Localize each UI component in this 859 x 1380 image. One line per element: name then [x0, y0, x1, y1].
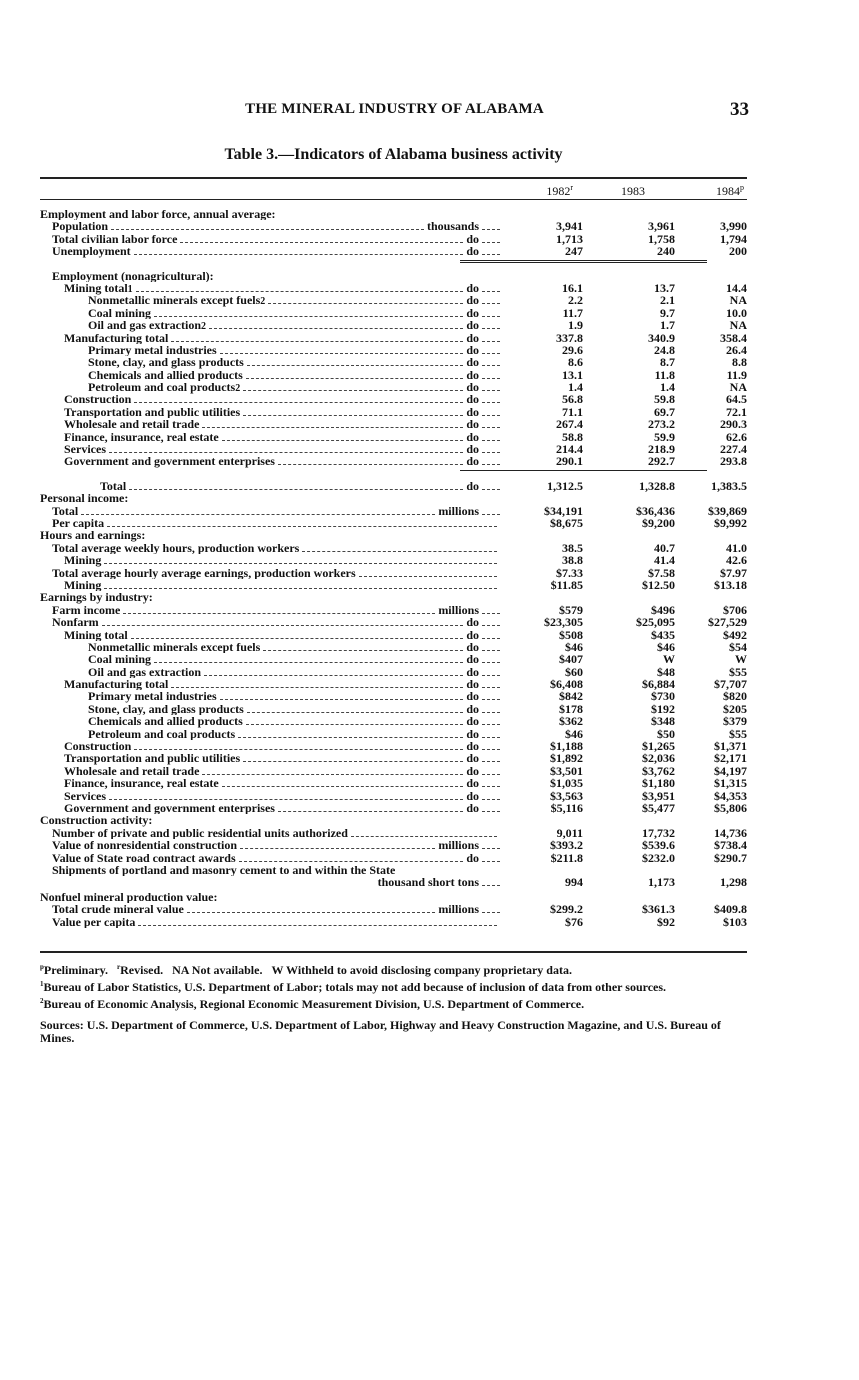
cell-1984: 290.3	[720, 417, 747, 432]
cell-1984: 72.1	[726, 404, 747, 419]
cell-1982: $1,035	[550, 776, 583, 791]
row-label: Government and government enterprises do	[40, 802, 500, 814]
cell-1983: 59.8	[654, 392, 675, 407]
cell-1983: 292.7	[648, 454, 675, 469]
row-label: Employment and labor force, annual average:	[40, 208, 276, 221]
cell-1984: 1,794	[720, 231, 747, 246]
row-label: Finance, insurance, real estate do	[40, 431, 500, 443]
cell-1982: $579	[559, 602, 583, 617]
cell-1983: 69.7	[654, 404, 675, 419]
column-header-rule	[40, 199, 747, 200]
table-row	[40, 480, 747, 492]
cell-1984: $27,529	[708, 615, 747, 630]
table-row	[40, 666, 747, 678]
row-label: Primary metal industries do	[40, 690, 500, 702]
cell-1984: W	[735, 652, 747, 667]
cell-1983: 1,758	[648, 231, 675, 246]
cell-1982: 214.4	[556, 442, 583, 457]
cell-1984: $39,869	[708, 503, 747, 518]
double-rule	[460, 260, 707, 263]
row-label: Stone, clay, and glass products do	[40, 703, 500, 715]
cell-1982: $842	[559, 689, 583, 704]
table-row	[40, 690, 747, 702]
cell-1984: $379	[723, 714, 747, 729]
page-number: 33	[730, 99, 749, 120]
table-row	[40, 542, 747, 554]
row-label: Value of nonresidential construction millions	[40, 839, 500, 851]
row-label: Oil and gas extraction do	[40, 666, 500, 678]
cell-1982: 38.5	[562, 540, 583, 555]
cell-1983: $730	[651, 689, 675, 704]
cell-1983: $1,180	[642, 776, 675, 791]
cell-1982: $407	[559, 652, 583, 667]
table-row	[40, 208, 747, 220]
row-label: Farm income millions	[40, 604, 500, 616]
table-row	[40, 802, 747, 814]
cell-1982: 58.8	[562, 429, 583, 444]
cell-1983: 24.8	[654, 342, 675, 357]
table-top-rule	[40, 177, 747, 179]
cell-1982: 71.1	[562, 404, 583, 419]
cell-1983: W	[663, 652, 675, 667]
table-row	[40, 777, 747, 789]
row-label: Oil and gas extraction 2 do	[40, 319, 500, 333]
cell-1984: $205	[723, 701, 747, 716]
row-label: Total average weekly hours, production workers	[40, 542, 500, 554]
page-header	[40, 101, 749, 121]
cell-1982: 16.1	[562, 280, 583, 295]
cell-1984: 358.4	[720, 330, 747, 345]
table-row	[40, 740, 747, 752]
cell-1982: $34,191	[544, 503, 583, 518]
footnote-1: $^1$Bureau of Labor Statistics, U.S. Department of Labor; totals may not add because of inclusion of data from other sources.	[40, 980, 667, 994]
cell-1982: $7.33	[556, 565, 583, 580]
table-row	[40, 641, 747, 653]
row-label: Finance, insurance, real estate do	[40, 777, 500, 789]
cell-1983: $46	[657, 639, 675, 654]
cell-1984: $4,353	[714, 788, 747, 803]
row-label: Transportation and public utilities do	[40, 752, 500, 764]
table-row	[40, 270, 747, 282]
cell-1984: NA	[729, 293, 747, 308]
cell-1982: 290.1	[556, 454, 583, 469]
table-row	[40, 567, 747, 579]
cell-1982: 8.6	[568, 355, 583, 370]
table-row	[40, 233, 747, 245]
table-row	[40, 517, 747, 529]
table-row	[40, 443, 747, 455]
table-row	[40, 790, 747, 802]
cell-1984: 200	[729, 244, 747, 259]
table-row	[40, 332, 747, 344]
cell-1984: $7.97	[720, 565, 747, 580]
cell-1983: 1,173	[648, 875, 675, 890]
cell-1983: $48	[657, 664, 675, 679]
cell-1983: 17,732	[642, 825, 675, 840]
row-label: Construction activity:	[40, 814, 153, 827]
table-row	[40, 529, 747, 541]
row-label: Earnings by industry:	[40, 591, 153, 604]
table-row	[40, 876, 747, 891]
cell-1984: 14.4	[726, 280, 747, 295]
row-label: Mining	[40, 554, 500, 566]
cell-1984: $55	[729, 664, 747, 679]
table-row	[40, 653, 747, 665]
row-label: Employment (nonagricultural):	[52, 269, 214, 282]
table-row	[40, 282, 747, 294]
row-label: Hours and earnings:	[40, 529, 146, 542]
cell-1984: $7,707	[714, 677, 747, 692]
table-row	[40, 616, 747, 628]
cell-1983: 1.4	[660, 380, 675, 395]
cell-1982: 2.2	[568, 293, 583, 308]
cell-1983: $539.6	[642, 838, 675, 853]
cell-1984: $4,197	[714, 763, 747, 778]
table-row	[40, 852, 747, 864]
row-label: Nonmetallic minerals except fuels 2 do	[40, 294, 500, 308]
cell-1984: 3,990	[720, 219, 747, 234]
cell-1982: 1.9	[568, 318, 583, 333]
row-label: Services do	[40, 443, 500, 455]
cell-1982: 1,713	[556, 231, 583, 246]
table-row	[40, 903, 747, 915]
cell-1983: $5,477	[642, 800, 675, 815]
cell-1983: 9.7	[660, 305, 675, 320]
cell-1982: 9,011	[556, 825, 583, 840]
cell-1982: $3,501	[550, 763, 583, 778]
table-row	[40, 393, 747, 405]
cell-1983: 13.7	[654, 280, 675, 295]
table-title: Table 3.—Indicators of Alabama business activity	[224, 146, 563, 163]
row-label: Construction do	[40, 740, 500, 752]
total-rule	[460, 470, 707, 471]
cell-1983: $36,436	[636, 503, 675, 518]
cell-1984: NA	[729, 318, 747, 333]
row-label: Total crude mineral value millions	[40, 903, 500, 915]
cell-1983: 2.1	[660, 293, 675, 308]
cell-1983: 41.4	[654, 553, 675, 568]
cell-1982: $1,892	[550, 751, 583, 766]
table-row	[40, 505, 747, 517]
cell-1984: 26.4	[726, 342, 747, 357]
row-label: Total millions	[40, 505, 500, 517]
row-label: Chemicals and allied products do	[40, 369, 500, 381]
cell-1984: 62.6	[726, 429, 747, 444]
cell-1982: $60	[565, 664, 583, 679]
cell-1983: 8.7	[660, 355, 675, 370]
row-label: Manufacturing total do	[40, 678, 500, 690]
table-row	[40, 752, 747, 764]
table-row	[40, 715, 747, 727]
cell-1984: $409.8	[714, 902, 747, 917]
cell-1984: $706	[723, 602, 747, 617]
cell-1983: 340.9	[648, 330, 675, 345]
sources-note: Sources: U.S. Department of Commerce, U.S. Department of Labor, Highway and Heavy Construction Magazine, and U.S. Bureau of Mines.	[40, 1018, 721, 1045]
table-row	[40, 827, 747, 839]
table-row	[40, 369, 747, 381]
row-label: Mining total 1 do	[40, 282, 500, 296]
table-row	[40, 455, 747, 467]
row-label: Total average hourly average earnings, production workers	[40, 567, 500, 579]
table-row	[40, 554, 747, 566]
footnotes	[40, 961, 748, 1046]
row-label: Total do	[40, 480, 500, 492]
cell-1983: 3,961	[648, 219, 675, 234]
row-label: Wholesale and retail trade do	[40, 418, 500, 430]
cell-1982: $8,675	[550, 515, 583, 530]
cell-1984: $1,371	[714, 739, 747, 754]
cell-1982: $178	[559, 701, 583, 716]
cell-1984: 8.8	[732, 355, 747, 370]
row-label: Total civilian labor force do	[40, 233, 500, 245]
footnote-legend: $^p$Preliminary. $^r$Revised. NA Not available. W Withheld to avoid disclosing company proprietary data.	[40, 963, 572, 977]
cell-1982: $393.2	[550, 838, 583, 853]
row-label: Coal mining do	[40, 307, 500, 319]
cell-1983: 59.9	[654, 429, 675, 444]
cell-1982: $46	[565, 639, 583, 654]
cell-1983: $2,036	[642, 751, 675, 766]
column-header-1982: 1982$^r$	[546, 183, 573, 198]
row-label: Personal income:	[40, 492, 129, 505]
column-header-1983: 1983	[621, 184, 645, 198]
cell-1982: $3,563	[550, 788, 583, 803]
cell-1984: $492	[723, 627, 747, 642]
table-row	[40, 381, 747, 393]
cell-1983: $7.58	[648, 565, 675, 580]
cell-1982: $1,188	[550, 739, 583, 754]
table-row	[40, 431, 747, 443]
cell-1983: $6,884	[642, 677, 675, 692]
table-row	[40, 307, 747, 319]
row-label: Coal mining do	[40, 653, 500, 665]
cell-1983: 40.7	[654, 540, 675, 555]
cell-1982: 38.8	[562, 553, 583, 568]
cell-1983: $435	[651, 627, 675, 642]
row-label: Construction do	[40, 393, 500, 405]
row-label: Chemicals and allied products do	[40, 715, 500, 727]
cell-1982: $46	[565, 726, 583, 741]
cell-1983: $9,200	[642, 515, 675, 530]
cell-1982: $11.85	[550, 577, 583, 592]
row-label: thousand short tons	[40, 876, 500, 888]
cell-1984: $738.4	[714, 838, 747, 853]
cell-1984: 41.0	[726, 540, 747, 555]
row-label: Population thousands	[40, 220, 500, 232]
cell-1983: $1,265	[642, 739, 675, 754]
cell-1982: 56.8	[562, 392, 583, 407]
row-label: Mining	[40, 579, 500, 591]
column-header-1984: 1984$^p$	[716, 183, 744, 198]
table-row	[40, 839, 747, 851]
row-label: Petroleum and coal products 2 do	[40, 381, 500, 395]
cell-1982: 11.7	[562, 305, 583, 320]
cell-1984: $2,171	[714, 751, 747, 766]
row-label: Shipments of portland and masonry cement to and within the State	[52, 863, 396, 877]
cell-1984: $9,992	[714, 515, 747, 530]
cell-1984: $820	[723, 689, 747, 704]
cell-1982: 1,312.5	[547, 478, 583, 493]
cell-1983: $3,762	[642, 763, 675, 778]
cell-1982: $508	[559, 627, 583, 642]
row-label: Nonmetallic minerals except fuels do	[40, 641, 500, 653]
cell-1983: $92	[657, 914, 675, 929]
table-row	[40, 418, 747, 430]
row-label: Government and government enterprises do	[40, 455, 500, 467]
row-label: Transportation and public utilities do	[40, 406, 500, 418]
cell-1982: 29.6	[562, 342, 583, 357]
table-row	[40, 356, 747, 368]
table-row	[40, 406, 747, 418]
table-body	[40, 208, 747, 928]
cell-1982: $362	[559, 714, 583, 729]
table-row	[40, 492, 747, 504]
cell-1982: 267.4	[556, 417, 583, 432]
cell-1984: $55	[729, 726, 747, 741]
cell-1982: 13.1	[562, 367, 583, 382]
row-label: Primary metal industries do	[40, 344, 500, 356]
row-label: Stone, clay, and glass products do	[40, 356, 500, 368]
table-row	[40, 344, 747, 356]
cell-1983: $12.50	[642, 577, 675, 592]
table-row	[40, 591, 747, 603]
cell-1983: $50	[657, 726, 675, 741]
row-label: Services do	[40, 790, 500, 802]
footnote-2: $^2$Bureau of Economic Analysis, Regional Economic Measurement Division, U.S. Department of Commerce.	[40, 997, 585, 1011]
cell-1984: 293.8	[720, 454, 747, 469]
cell-1982: 337.8	[556, 330, 583, 345]
cell-1982: 994	[565, 875, 583, 890]
table-bottom-rule	[40, 951, 747, 953]
row-label: Manufacturing total do	[40, 332, 500, 344]
table-row	[40, 765, 747, 777]
row-label: Nonfuel mineral production value:	[40, 890, 218, 904]
cell-1983: 1,328.8	[639, 478, 675, 493]
cell-1984: 227.4	[720, 442, 747, 457]
cell-1984: $290.7	[714, 850, 747, 865]
cell-1982: $76	[565, 914, 583, 929]
cell-1983: $348	[651, 714, 675, 729]
cell-1984: 1,298	[720, 875, 747, 890]
cell-1982: $5,116	[550, 800, 583, 815]
cell-1982: $6,408	[550, 677, 583, 692]
cell-1983: 273.2	[648, 417, 675, 432]
table-row	[40, 220, 747, 232]
row-label: Unemployment do	[40, 245, 500, 257]
table-row	[40, 245, 747, 257]
row-label: Per capita	[40, 517, 500, 529]
table-row	[40, 579, 747, 591]
row-label: Wholesale and retail trade do	[40, 765, 500, 777]
cell-1984: 1,383.5	[711, 478, 747, 493]
cell-1982: $299.2	[550, 902, 583, 917]
cell-1983: $361.3	[642, 902, 675, 917]
table-row	[40, 294, 747, 306]
cell-1984: 11.9	[726, 367, 747, 382]
row-label: Petroleum and coal products do	[40, 728, 500, 740]
row-label: Nonfarm do	[40, 616, 500, 628]
cell-1983: 11.8	[654, 367, 675, 382]
table-row	[40, 678, 747, 690]
cell-1984: 64.5	[726, 392, 747, 407]
cell-1983: $25,095	[636, 615, 675, 630]
cell-1984: 14,736	[714, 825, 747, 840]
table-row	[40, 728, 747, 740]
table-row	[40, 916, 747, 928]
cell-1984: $13.18	[714, 577, 747, 592]
row-label: Value per capita	[40, 916, 500, 928]
table-row	[40, 703, 747, 715]
cell-1982: 247	[565, 244, 583, 259]
cell-1982: 1.4	[568, 380, 583, 395]
cell-1983: $192	[651, 701, 675, 716]
cell-1982: $23,305	[544, 615, 583, 630]
cell-1984: $103	[723, 914, 747, 929]
cell-1982: $211.8	[550, 850, 583, 865]
cell-1982: 3,941	[556, 219, 583, 234]
cell-1984: 10.0	[726, 305, 747, 320]
row-label: Mining total do	[40, 629, 500, 641]
table-row	[40, 891, 747, 903]
cell-1983: $496	[651, 602, 675, 617]
cell-1983: 218.9	[648, 442, 675, 457]
row-label: Value of State road contract awards do	[40, 852, 500, 864]
row-label: Number of private and public residential units authorized	[40, 827, 500, 839]
cell-1983: 240	[657, 244, 675, 259]
cell-1984: NA	[729, 380, 747, 395]
table-row	[40, 319, 747, 331]
table-row	[40, 629, 747, 641]
table-row	[40, 814, 747, 826]
cell-1984: $5,806	[714, 800, 747, 815]
cell-1984: 42.6	[726, 553, 747, 568]
running-title: THE MINERAL INDUSTRY OF ALABAMA	[245, 101, 544, 117]
cell-1983: $3,951	[642, 788, 675, 803]
cell-1983: $232.0	[642, 850, 675, 865]
cell-1984: $1,315	[714, 776, 747, 791]
cell-1984: $54	[729, 639, 747, 654]
table-row	[40, 864, 747, 876]
cell-1983: 1.7	[660, 318, 675, 333]
